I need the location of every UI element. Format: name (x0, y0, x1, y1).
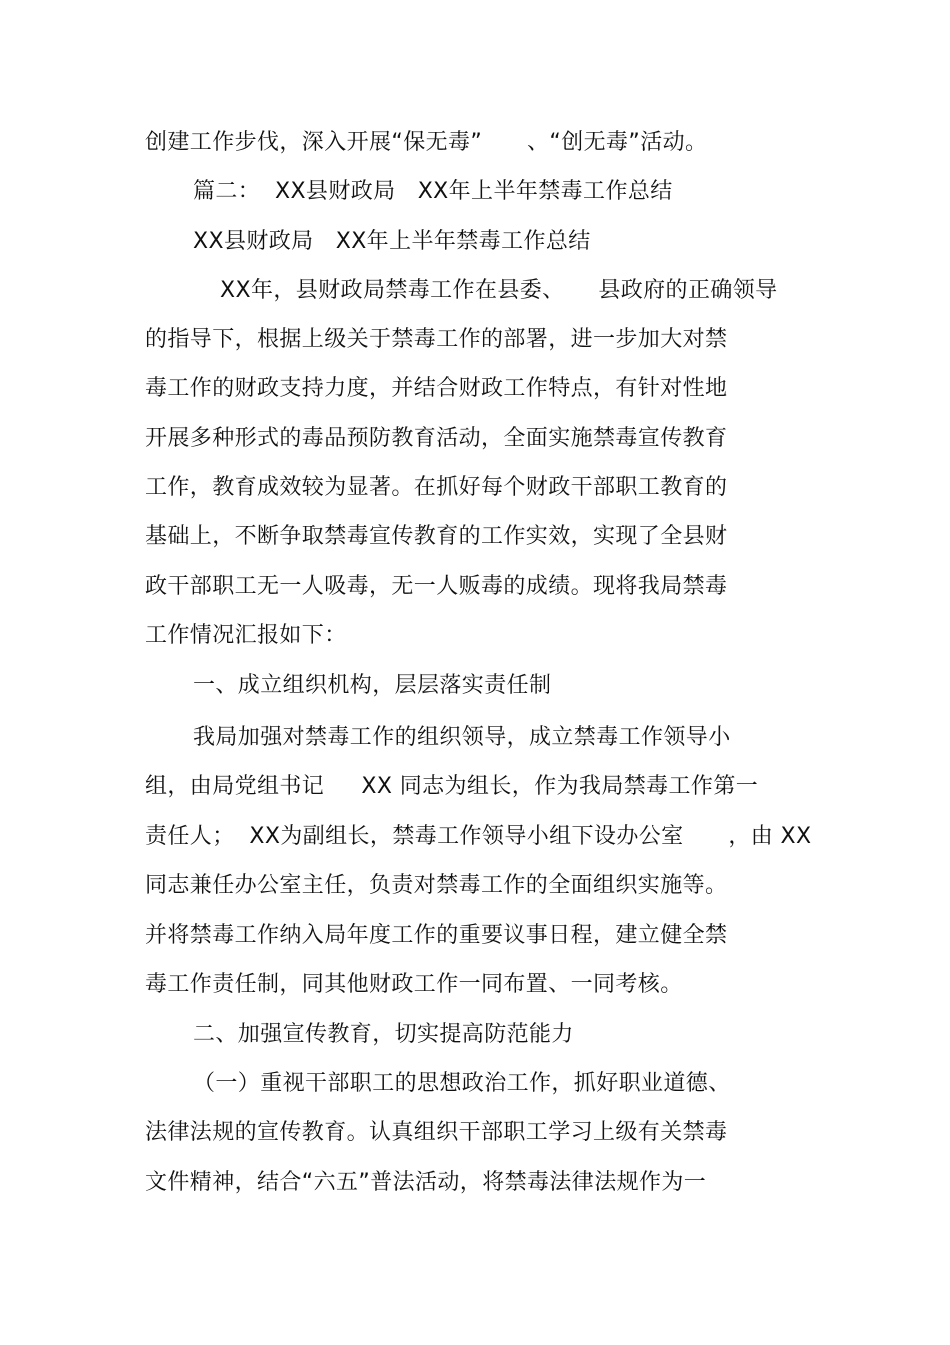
document-title: XX县财政局 XX年上半年禁毒工作总结 (193, 229, 591, 254)
section-heading-2b: 二、加强宣传教育，切实提高防范能力 (193, 1022, 574, 1047)
text-line-13: 我局加强对禁毒工作的组织领导，成立禁毒工作领导小 (193, 725, 731, 750)
text-line-16: 同志兼任办公室主任，负责对禁毒工作的全面组织实施等。 (145, 873, 728, 898)
text-line-7: 开展多种形式的毒品预防教育活动，全面实施禁毒宣传教育 (145, 426, 728, 451)
section-heading-1: 一、成立组织机构，层层落实责任制 (193, 673, 552, 698)
text-line-8: 工作，教育成效较为显著。在抓好每个财政干部职工教育的 (145, 475, 728, 500)
text-line-1: 创建工作步伐，深入开展“保无毒” 、“创无毒”活动。 (145, 130, 708, 155)
text-line-11: 工作情况汇报如下： (145, 623, 347, 648)
text-line-10: 政干部职工无一人吸毒，无一人贩毒的成绩。现将我局禁毒 (145, 574, 728, 599)
text-line-22: 文件精神，结合“六五”普法活动，将禁毒法律法规作为一 (145, 1170, 707, 1195)
text-line-14: 组，由局党组书记 XX 同志为组长，作为我局禁毒工作第一 (145, 774, 759, 799)
section-heading-2: 篇二： XX县财政局 XX年上半年禁毒工作总结 (193, 179, 673, 204)
text-line-21: 法律法规的宣传教育。认真组织干部职工学习上级有关禁毒 (145, 1120, 728, 1145)
text-line-15: 责任人； XX为副组长，禁毒工作领导小组下设办公室 ，由 XX (145, 824, 812, 849)
text-line-17: 并将禁毒工作纳入局年度工作的重要议事日程，建立健全禁 (145, 923, 728, 948)
text-line-5: 的指导下，根据上级关于禁毒工作的部署，进一步加大对禁 (145, 327, 728, 352)
text-line-6: 毒工作的财政支持力度，并结合财政工作特点，有针对性地 (145, 376, 728, 401)
text-line-4: XX年，县财政局禁毒工作在县委、 县政府的正确领导 (220, 278, 778, 303)
subsection-heading-1: （一）重视干部职工的思想政治工作，抓好职业道德、 (193, 1071, 731, 1096)
text-line-18: 毒工作责任制，同其他财政工作一同布置、一同考核。 (145, 972, 683, 997)
text-line-9: 基础上，不断争取禁毒宣传教育的工作实效，实现了全县财 (145, 524, 728, 549)
